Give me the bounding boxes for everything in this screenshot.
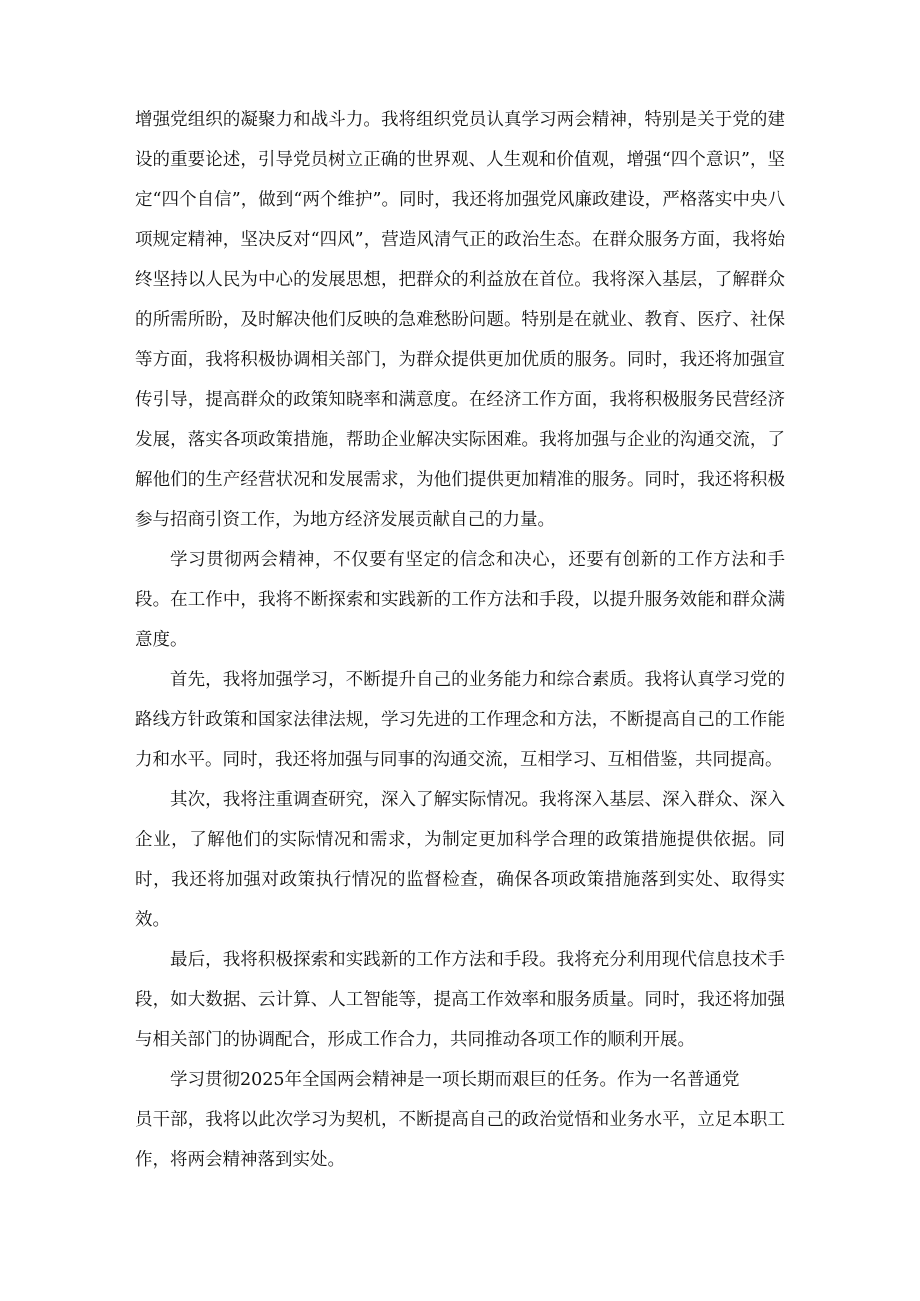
paragraph-innovation: 学习贯彻两会精神，不仅要有坚定的信念和决心，还要有创新的工作方法和手段。在工作中，我将不断探索和实践新的工作方法和手段，以提升服务效能和群众满意度。 bbox=[135, 550, 785, 650]
document-body bbox=[135, 100, 785, 1180]
paragraph-first-study: 首先，我将加强学习，不断提升自己的业务能力和综合素质。我将认真学习党的路线方针政策和国家法律法规，学习先进的工作理念和方法，不断提高自己的工作能力和水平。同时，我还将加强与同事的沟通交流，互相学习、互相借鉴，共同提高。 bbox=[135, 670, 785, 770]
paragraph-conclusion bbox=[135, 1060, 785, 1180]
paragraph-second-research: 其次，我将注重调查研究，深入了解实际情况。我将深入基层、深入群众、深入企业，了解他们的实际情况和需求，为制定更加科学合理的政策措施提供依据。同时，我还将加强对政策执行情况的监督检查，确保各项政策措施落到实处、取得实效。 bbox=[135, 790, 785, 930]
conclusion-first-line: 学习贯彻2025年全国两会精神是一项长期而艰巨的任务。作为一名普通党 bbox=[170, 1070, 740, 1090]
paragraph-party-building: 增强党组织的凝聚力和战斗力。我将组织党员认真学习两会精神，特别是关于党的建设的重要论述，引导党员树立正确的世界观、人生观和价值观，增强“四个意识”，坚定“四个自信”，做到“两个维护”。同时，我还将加强党风廉政建设，严格落实中央八项规定精神，坚决反对“四风”，营造风清气正的政治生态。在群众服务方面，我将始终坚持以人民为中心的发展思想，把群众的利益放在首位。我将深入基层，了解群众的所需所盼，及时解决他们反映的急难愁盼问题。特别是在就业、教育、医疗、社保等方面，我将积极协调相关部门，为群众提供更加优质的服务。同时，我还将加强宣传引导，提高群众的政策知晓率和满意度。在经济工作方面，我将积极服务民营经济发展，落实各项政策措施，帮助企业解决实际困难。我将加强与企业的沟通交流，了解他们的生产经营状况和发展需求，为他们提供更加精准的服务。同时，我还将积极参与招商引资工作，为地方经济发展贡献自己的力量。 bbox=[135, 110, 785, 530]
paragraph-last-practice: 最后，我将积极探索和实践新的工作方法和手段。我将充分利用现代信息技术手段，如大数据、云计算、人工智能等，提高工作效率和服务质量。同时，我还将加强与相关部门的协调配合，形成工作合力，共同推动各项工作的顺利开展。 bbox=[135, 950, 785, 1050]
conclusion-rest: 员干部，我将以此次学习为契机，不断提高自己的政治觉悟和业务水平，立足本职工作，将两会精神落到实处。 bbox=[135, 1110, 785, 1170]
